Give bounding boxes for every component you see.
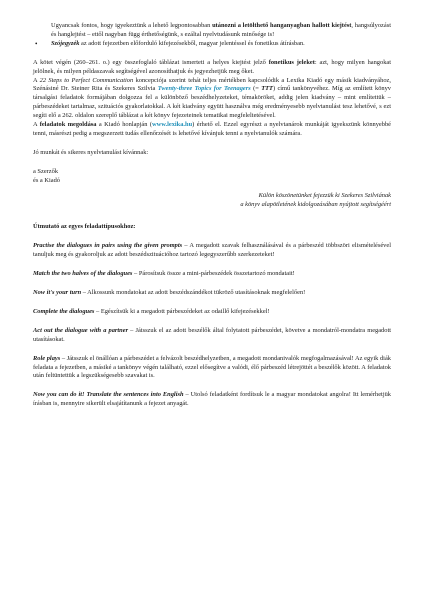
task-desc: – Játsszuk el az adott beszélők által folytatott párbeszédet, követve a mondatról-mondatra megadott utasításokat. [33,326,392,343]
task-your-turn [33,289,391,298]
website-link[interactable]: www.lexika.hu [152,121,193,129]
ttt-abbr: TTT [261,85,273,93]
para4-a: A [33,121,40,129]
para3-a: A [33,76,40,84]
task-practise [33,242,391,260]
bullet-mark: • [35,39,38,48]
para3-c: koncepciója szerint tehát teljes mértékben kapcsolódik a Lexika Kiadó egy másik kiadványához, Szénásiné Dr. Steiner Rita és Szekeres Szilvia [33,76,391,93]
bullet-term: Szójegyzék [51,39,80,47]
task-title: Now it's your turn [33,289,82,297]
signature-authors: a Szerzők [33,167,59,175]
signature-publisher: és a Kiadó [33,176,60,184]
task-title: Now you can do it! Translate the sentences into English [33,391,184,399]
intro-paragraph [33,22,391,40]
book-title: 22 Steps to Perfect Communication [39,76,134,84]
bullet-text: az adott fejezetben előforduló kifejezésekből, magyar jelentéssel és fonetikus átírásban. [79,39,305,47]
para2-a: A kötet végén (260–261. o.) egy összefoglaló táblázat ismerteti a helyes kiejtést jelző [33,58,269,66]
intro-text-c: , hangsúlyozást és hanglejtést – ettől nagyban függ érthetőségünk, s ezáltal nyelvtudásunk minősége is! [51,22,391,38]
task-desc: – Egészítsük ki a megadott párbeszédeket az odaillő kifejezésekkel! [94,307,270,315]
task-translate [33,391,391,409]
para3-g: ) című tankönyvéhez. Míg az említett könyv társalgási feladatok formájában dolgozza fel a különböző beszédhelyzeteket, témaköröket, addig jelen kiadvány – mint említettük – párbeszédeket tartalmaz, szituációs gyakorlatokkal. A két kiadvány együtt használva még eredményesebb nyelvtanulást tesz lehetővé, s ezt segíti elő a 262. oldalon szereplő táblázat a két könyv fejezeteinek tematikai megfeleltetésével. [33,85,391,120]
para4-c: a Kiadó honlapján ( [96,121,152,129]
task-title: Complete the dialogues [33,307,95,315]
task-act-out [33,327,391,345]
para4-b: feladatok megoldása [39,121,97,129]
task-complete [33,308,391,317]
task-desc: – Párosítsuk össze a mini-párbeszédek összetartozó mondatait! [132,270,295,278]
concept-paragraph [33,77,391,122]
task-match [33,270,391,279]
intro-text-a: Ugyancsak fontos, hogy igyekeztünk a lehető legpontosabban [51,22,213,29]
para4-e: ) érhető el. Ezzel egyrészt a nyelvtanárok munkáját igyekszünk könnyebbé tenni, másrészt pedig a megszerzett tudás ellenőrzését is lehetővé kívánjuk tenni a nyelvtanulók számára. [33,121,391,137]
guide-heading: Útmutató az egyes feladattípusokhoz: [33,223,136,231]
task-title: Practise the dialogues in pairs using the given prompts [33,242,183,250]
phonetic-paragraph [33,59,391,77]
task-title: Act out the dialogue with a partner [33,326,129,334]
para2-b: fonetikus jeleket [268,58,315,66]
page-content [33,22,391,409]
task-title: Role plays [33,354,61,362]
wish-line: Jó munkát és sikeres nyelvtanulást kívánnak: [33,148,149,156]
solutions-paragraph [33,121,391,139]
related-book-title: Twenty-three Topics for Teenagers [157,85,251,93]
thanks-line-2: a könyv alapötletének kidolgozásában nyújtott segítségéért [240,200,391,208]
task-desc: – Utolsó feladatként fordítsuk le a magyar mondatokat angolra! Itt lemérhetjük írásban is, mennyire sikerült elsajátítanunk a fejezet anyagát. [33,391,391,408]
task-desc: – A megadott szavak felhasználásával és a párbeszéd többszöri elismételésével tanuljuk meg és gyakoroljuk az adott beszédszituációhoz tartozó legegyszerűbb szerkezeteket! [33,242,391,259]
task-desc: – Alkossunk mondatokat az adott beszédszándékot tükröző utasításoknak megfelelően! [81,289,306,297]
task-role-plays [33,355,391,382]
intro-emphasis: utánozni a letölthető hanganyagban hallott kiejtést [212,22,352,29]
para2-c: : azt, hogy milyen hangokat jelölnek, és milyen példaszavak segítségével azonosíthatjuk és jegyezhetjük meg őket. [33,58,392,75]
thanks-line-1: Külön köszönetünket fejezzük ki Szekeres Szilviának [258,191,391,199]
task-desc: – Játsszuk el önállóan a párbeszédet a felvázolt beszédhelyzetben, a megadott mondanivalók megfogalmazásával! Az egyik diák feladata a fejezetben, a másiké a tankönyv végén található, ezzel elősegítve a valódi, élő párbeszéd létrejöttét a beszélők között. A feladatok után feltüntettük a legszükségesebb szavakat is. [33,354,391,380]
para3-e: (= [250,85,262,93]
task-title: Match the two halves of the dialogues [33,270,133,278]
vocabulary-bullet [33,40,391,49]
